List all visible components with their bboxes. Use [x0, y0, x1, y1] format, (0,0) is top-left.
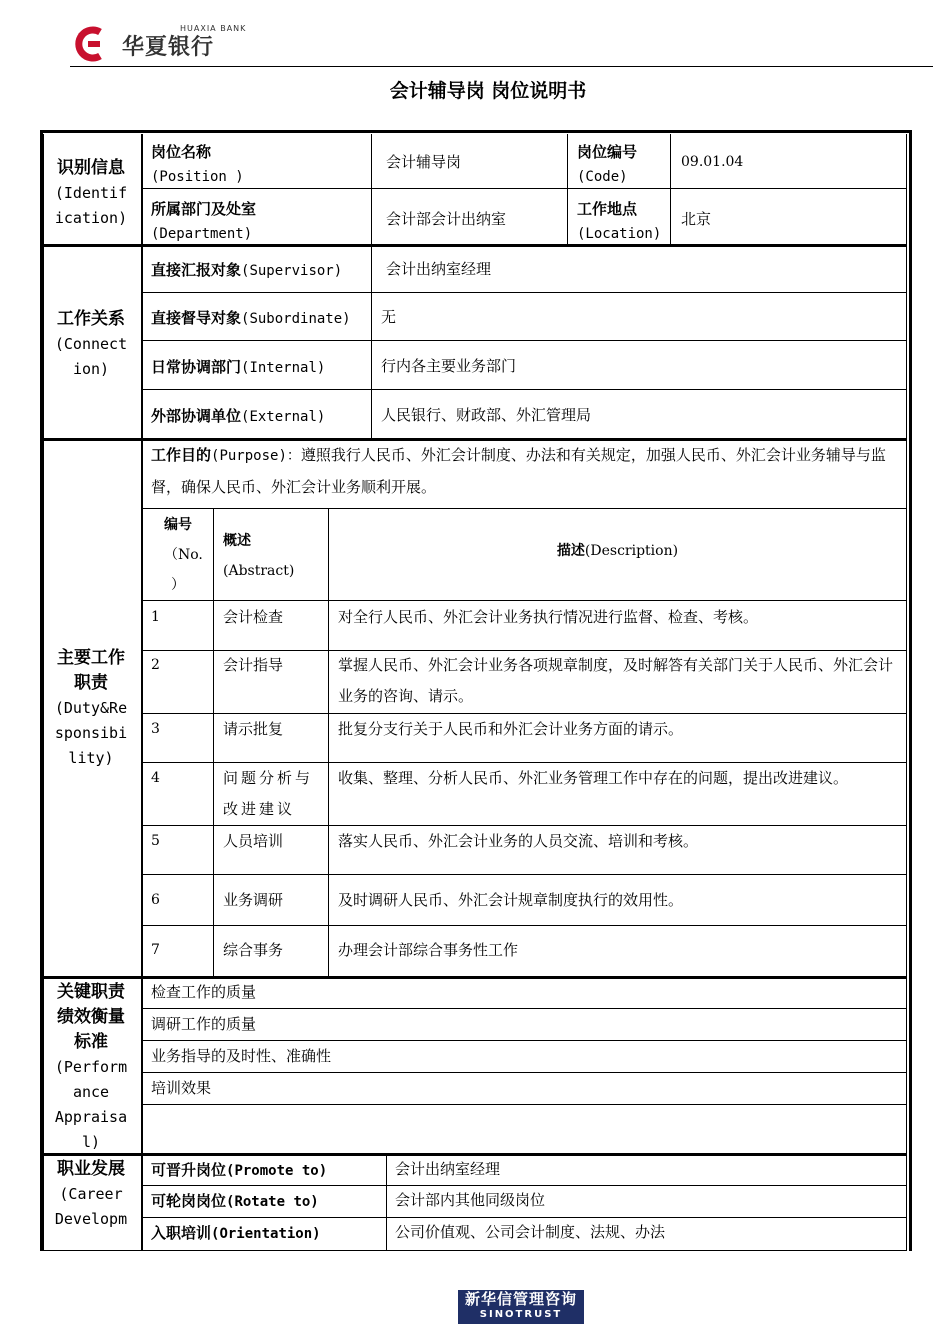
location-label-en: (Location)	[577, 226, 662, 242]
supervisor-label-cn: 直接汇报对象	[151, 261, 242, 279]
col-header-abstract	[223, 526, 294, 586]
subordinate-label	[151, 306, 351, 331]
duty-description: 办理会计部综合事务性工作	[338, 941, 519, 959]
orientation-label-en: (Orientation)	[211, 1226, 321, 1242]
purpose-label-cn: 工作目的	[151, 446, 212, 464]
supervisor-label-en: (Supervisor)	[241, 263, 343, 279]
internal-label-en: (Internal)	[241, 360, 326, 376]
appraisal-item: 培训效果	[151, 1079, 212, 1097]
duty-no: 4	[151, 770, 160, 786]
external-label-en: (External)	[241, 409, 326, 425]
section-appraisal	[43, 980, 139, 1155]
duty-no: 1	[151, 609, 160, 625]
code-label-en: (Code)	[577, 169, 628, 185]
appraisal-item: 调研工作的质量	[151, 1015, 257, 1033]
code-label	[577, 140, 637, 189]
subordinate-value: 无	[381, 308, 397, 326]
internal-label-cn: 日常协调部门	[151, 358, 242, 376]
col-header-description	[329, 540, 906, 560]
purpose-text-block	[151, 440, 903, 503]
external-value: 人民银行、财政部、外汇管理局	[381, 406, 592, 424]
section-connection	[43, 307, 139, 382]
duty-description: 收集、整理、分析人民币、外汇业务管理工作中存在的问题，提出改进建议。	[338, 769, 849, 787]
section-duty	[43, 646, 139, 771]
duty-description: 掌握人民币、外汇会计业务各项规章制度，及时解答有关部门关于人民币、外汇会计业务的咨询、请示。	[338, 656, 894, 705]
position-value: 会计辅导岗	[386, 153, 462, 171]
duty-abstract: 会计指导	[223, 656, 284, 674]
rotate-label-cn: 可轮岗岗位	[151, 1192, 227, 1210]
purpose-label-en: (Purpose)：	[211, 448, 301, 464]
promote-label-en: (Promote to)	[226, 1163, 328, 1179]
location-value: 北京	[681, 210, 712, 228]
position-label-cn: 岗位名称	[151, 143, 212, 161]
col-header-description-cn: 描述	[556, 543, 585, 559]
page-header	[70, 22, 933, 67]
section-career	[43, 1157, 139, 1249]
external-label-cn: 外部协调单位	[151, 407, 242, 425]
duty-description: 落实人民币、外汇会计业务的人员交流、培训和考核。	[338, 832, 699, 850]
code-label-cn: 岗位编号	[577, 143, 638, 161]
duty-abstract: 请示批复	[223, 720, 284, 738]
duty-abstract: 人员培训	[223, 832, 284, 850]
promote-value: 会计出纳室经理	[395, 1160, 501, 1178]
col-header-no-cn: 编号	[164, 517, 192, 533]
sinotrust-logo	[458, 1290, 584, 1324]
external-label	[151, 404, 325, 429]
department-label	[151, 197, 256, 246]
document-title: 会计辅导岗 岗位说明书	[389, 80, 587, 102]
section-appraisal-cn: 关键职责绩效衡量标准	[57, 982, 125, 1052]
subordinate-label-cn: 直接督导对象	[151, 309, 242, 327]
duty-description: 及时调研人民币、外汇会计规章制度执行的效用性。	[338, 891, 684, 909]
section-identification-en: (Identif ication)	[54, 184, 128, 227]
duty-no: 2	[151, 657, 160, 673]
rotate-label-en: (Rotate to)	[226, 1194, 319, 1210]
department-label-en: (Department)	[151, 226, 253, 242]
department-value: 会计部会计出纳室	[386, 210, 507, 228]
duty-no: 5	[151, 833, 160, 849]
duty-description: 批复分支行关于人民币和外汇会计业务方面的请示。	[338, 720, 684, 738]
rotate-label	[151, 1189, 319, 1214]
bank-name-en: HUAXIA BANK	[180, 24, 247, 33]
col-header-description-en: (Description)	[584, 543, 679, 559]
location-label-cn: 工作地点	[577, 200, 638, 218]
promote-label-cn: 可晋升岗位	[151, 1161, 227, 1179]
position-label	[151, 140, 244, 189]
section-connection-en: (Connect ion)	[54, 335, 128, 378]
col-header-no	[143, 510, 213, 600]
section-identification	[43, 156, 139, 231]
internal-value: 行内各主要业务部门	[381, 357, 517, 375]
supervisor-value: 会计出纳室经理	[386, 260, 492, 278]
code-value: 09.01.04	[681, 154, 744, 170]
section-duty-en: (Duty&Re sponsibi lity)	[54, 699, 128, 767]
subordinate-label-en: (Subordinate)	[241, 311, 351, 327]
duty-abstract: 综合事务	[223, 941, 284, 959]
supervisor-label	[151, 258, 342, 283]
sinotrust-logo-en: SINOTRUST	[479, 1309, 563, 1320]
duty-description: 对全行人民币、外汇会计业务执行情况进行监督、检查、考核。	[338, 608, 759, 626]
location-label	[577, 197, 661, 246]
section-appraisal-en: (Perform ance Appraisa l)	[54, 1058, 128, 1151]
orientation-label	[151, 1221, 321, 1246]
promote-label	[151, 1158, 327, 1183]
appraisal-item: 业务指导的及时性、准确性	[151, 1047, 332, 1065]
duty-no: 7	[151, 942, 160, 958]
rotate-value: 会计部内其他同级岗位	[395, 1191, 546, 1209]
col-header-abstract-cn: 概述	[223, 533, 251, 549]
department-label-cn: 所属部门及处室	[151, 200, 257, 218]
duty-abstract: 问题分析与改进建议	[223, 769, 314, 818]
col-header-abstract-en: (Abstract)	[223, 563, 295, 579]
orientation-value: 公司价值观、公司会计制度、法规、办法	[395, 1223, 666, 1241]
section-career-cn: 职业发展	[57, 1159, 125, 1179]
appraisal-item: 检查工作的质量	[151, 983, 257, 1001]
sinotrust-logo-cn: 新华信管理咨询	[464, 1290, 577, 1308]
position-label-en: (Position )	[151, 169, 244, 185]
section-connection-cn: 工作关系	[57, 309, 125, 329]
bank-name-cn: 华夏银行	[122, 35, 215, 60]
duty-abstract: 业务调研	[223, 891, 284, 909]
section-career-en: (Career Developm	[54, 1185, 128, 1228]
duty-no: 3	[151, 721, 160, 737]
duty-abstract: 会计检查	[223, 608, 284, 626]
col-header-no-en: （No. ）	[164, 547, 203, 593]
huaxia-bank-logo-icon	[72, 26, 112, 62]
section-identification-cn: 识别信息	[57, 158, 125, 178]
section-duty-cn: 主要工作职责	[57, 648, 125, 693]
orientation-label-cn: 入职培训	[151, 1224, 212, 1242]
purpose-text: 遵照我行人民币、外汇会计制度、办法和有关规定，加强人民币、外汇会计业务辅导与监督，确保人民币、外汇会计业务顺利开展。	[151, 446, 886, 496]
internal-label	[151, 355, 325, 380]
duty-no: 6	[151, 892, 160, 908]
